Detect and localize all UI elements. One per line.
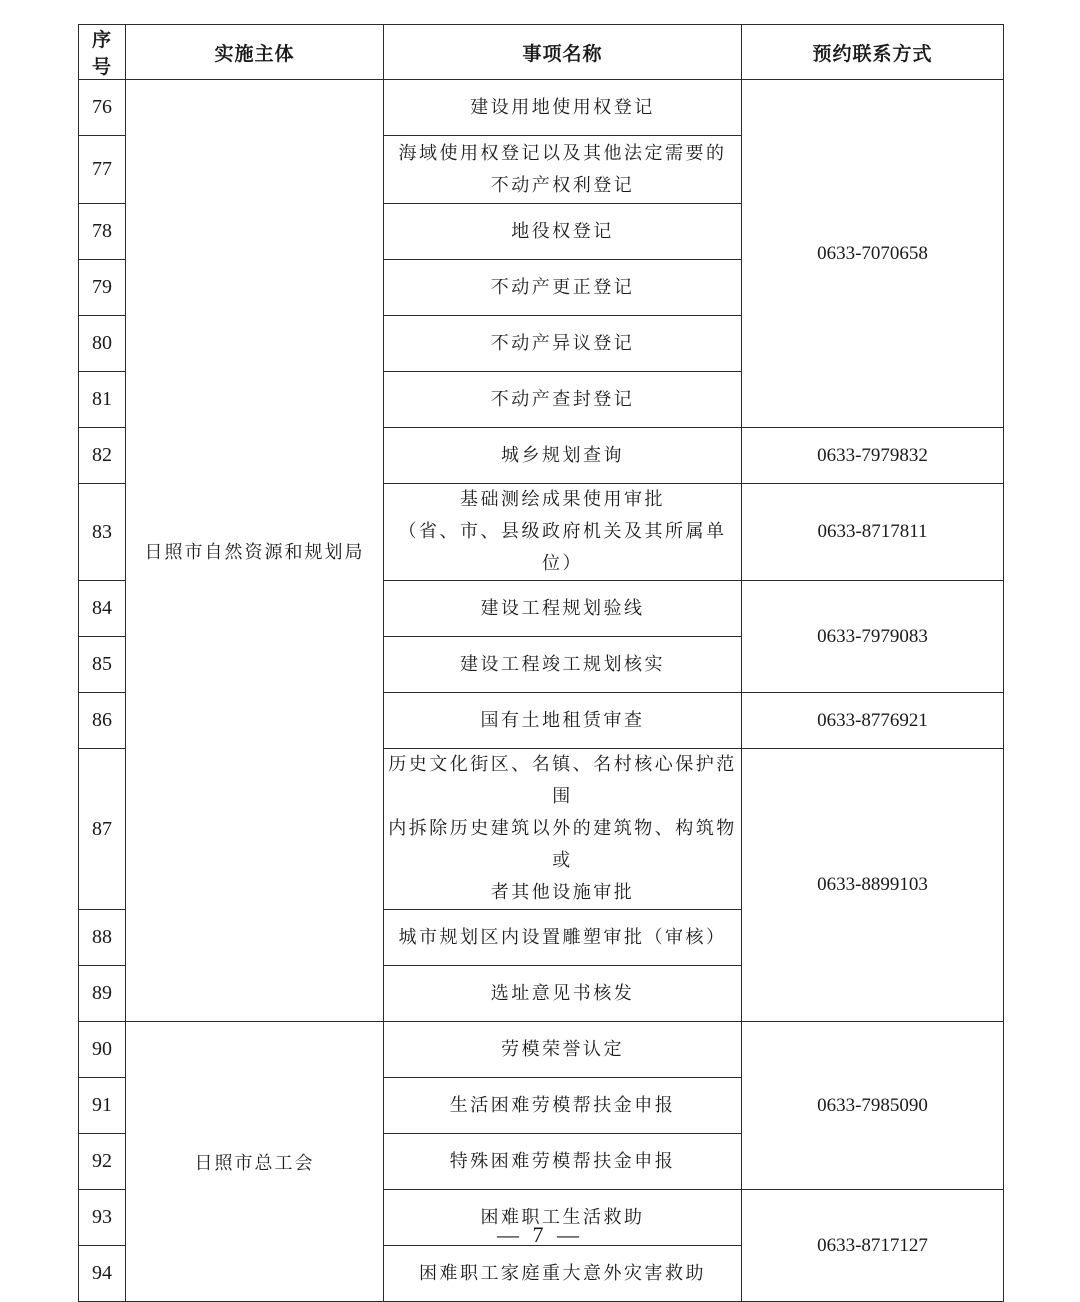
row-no: 94 (79, 1246, 126, 1302)
row-no: 76 (79, 80, 126, 136)
phone-cell: 0633-7979832 (742, 428, 1004, 484)
row-no: 88 (79, 910, 126, 966)
item-name: 不动产查封登记 (384, 372, 742, 428)
item-name: 劳模荣誉认定 (384, 1022, 742, 1078)
row-no: 90 (79, 1022, 126, 1078)
phone-cell: 0633-8717811 (742, 484, 1004, 581)
page-number: — 7 — (497, 1222, 583, 1247)
row-no: 80 (79, 316, 126, 372)
row-no: 93 (79, 1190, 126, 1246)
item-name: 建设工程竣工规划核实 (384, 637, 742, 693)
row-no: 89 (79, 966, 126, 1022)
phone-cell: 0633-8899103 (742, 749, 1004, 1022)
item-name: 困难职工生活救助 (384, 1190, 742, 1246)
item-name: 基础测绘成果使用审批 （省、市、县级政府机关及其所属单位） (384, 484, 742, 581)
header-row (79, 25, 1004, 80)
header-item: 事项名称 (384, 25, 742, 80)
item-name: 国有土地租赁审查 (384, 693, 742, 749)
row-no: 91 (79, 1078, 126, 1134)
row-no: 84 (79, 581, 126, 637)
item-name: 建设用地使用权登记 (384, 80, 742, 136)
service-table (78, 24, 1004, 1302)
phone-cell: 0633-8717127 (742, 1190, 1004, 1302)
row-no: 83 (79, 484, 126, 581)
item-name: 特殊困难劳模帮扶金申报 (384, 1134, 742, 1190)
row-no: 87 (79, 749, 126, 910)
item-name: 建设工程规划验线 (384, 581, 742, 637)
header-org: 实施主体 (126, 25, 384, 80)
row-no: 81 (79, 372, 126, 428)
phone-cell: 0633-7985090 (742, 1022, 1004, 1190)
item-name: 不动产异议登记 (384, 316, 742, 372)
item-name: 困难职工家庭重大意外灾害救助 (384, 1246, 742, 1302)
org-cell: 日照市自然资源和规划局 (126, 80, 384, 1022)
header-no: 序号 (79, 25, 126, 80)
item-name: 生活困难劳模帮扶金申报 (384, 1078, 742, 1134)
row-no: 82 (79, 428, 126, 484)
item-name: 选址意见书核发 (384, 966, 742, 1022)
row-no: 92 (79, 1134, 126, 1190)
row-no: 86 (79, 693, 126, 749)
row-no: 85 (79, 637, 126, 693)
item-name: 海域使用权登记以及其他法定需要的 不动产权利登记 (384, 136, 742, 204)
item-name: 地役权登记 (384, 204, 742, 260)
table-row (79, 80, 1004, 136)
header-tel: 预约联系方式 (742, 25, 1004, 80)
phone-cell: 0633-7979083 (742, 581, 1004, 693)
phone-cell: 0633-8776921 (742, 693, 1004, 749)
phone-cell: 0633-7070658 (742, 80, 1004, 428)
item-name: 城乡规划查询 (384, 428, 742, 484)
table-row (79, 1022, 1004, 1078)
item-name: 不动产更正登记 (384, 260, 742, 316)
item-name: 历史文化街区、名镇、名村核心保护范围 内拆除历史建筑以外的建筑物、构筑物或 者其他设施审批 (384, 749, 742, 910)
row-no: 79 (79, 260, 126, 316)
row-no: 78 (79, 204, 126, 260)
item-name: 城市规划区内设置雕塑审批（审核） (384, 910, 742, 966)
org-cell: 日照市总工会 (126, 1022, 384, 1302)
row-no: 77 (79, 136, 126, 204)
